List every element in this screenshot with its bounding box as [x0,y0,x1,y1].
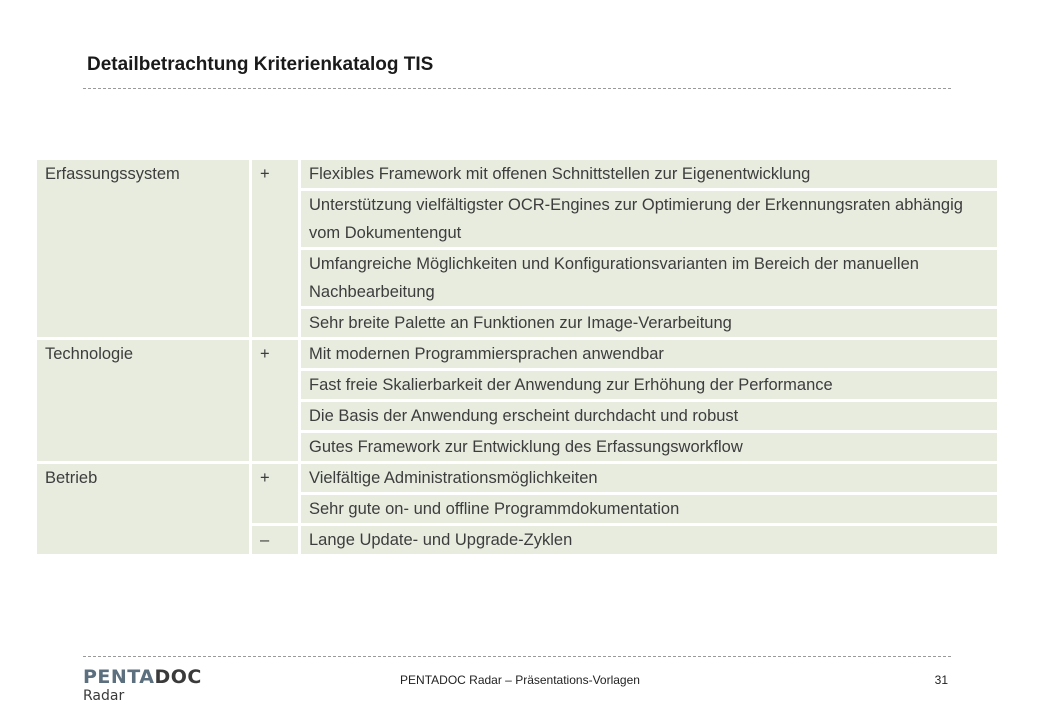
category-cell: Betrieb [37,464,249,554]
logo-text-doc: DOC [154,666,202,688]
criterion-text-cell: Lange Update- und Upgrade-Zyklen [301,526,997,554]
rating-sign-cell: + [252,340,298,461]
category-cell: Erfassungssystem [37,160,249,337]
criterion-text-cell: Flexibles Framework mit offenen Schnittstellen zur Eigenentwicklung [301,160,997,188]
criterion-text-cell: Unterstützung vielfältigster OCR-Engines zur Optimierung der Erkennungsraten abhängig vom Dokumentengut [301,191,997,247]
rating-sign-cell: + [252,464,298,523]
criterion-text-cell: Sehr breite Palette an Funktionen zur Image-Verarbeitung [301,309,997,337]
criterion-text-cell: Sehr gute on- und offline Programmdokumentation [301,495,997,523]
header-divider [83,88,951,89]
criterion-text-cell: Umfangreiche Möglichkeiten und Konfigurationsvarianten im Bereich der manuellen Nachbearbeitung [301,250,997,306]
category-cell: Technologie [37,340,249,461]
criterion-text-cell: Vielfältige Administrationsmöglichkeiten [301,464,997,492]
table-row [37,160,997,188]
footer-caption: PENTADOC Radar – Präsentations-Vorlagen [400,673,640,687]
table-row [37,464,997,492]
logo-subtitle: Radar [83,688,125,704]
logo-text-penta: PENTA [83,666,155,688]
criterion-text-cell: Gutes Framework zur Entwicklung des Erfassungsworkflow [301,433,997,461]
footer-divider [83,656,951,657]
page-number: 31 [934,673,948,687]
table-row [37,340,997,368]
criterion-text-cell: Fast freie Skalierbarkeit der Anwendung zur Erhöhung der Performance [301,371,997,399]
criterion-text-cell: Mit modernen Programmiersprachen anwendbar [301,340,997,368]
rating-sign-cell: – [252,526,298,554]
criterion-text-cell: Die Basis der Anwendung erscheint durchdacht und robust [301,402,997,430]
criteria-table [34,157,1000,557]
page-title: Detailbetrachtung Kriterienkatalog TIS [87,54,434,75]
rating-sign-cell: + [252,160,298,337]
